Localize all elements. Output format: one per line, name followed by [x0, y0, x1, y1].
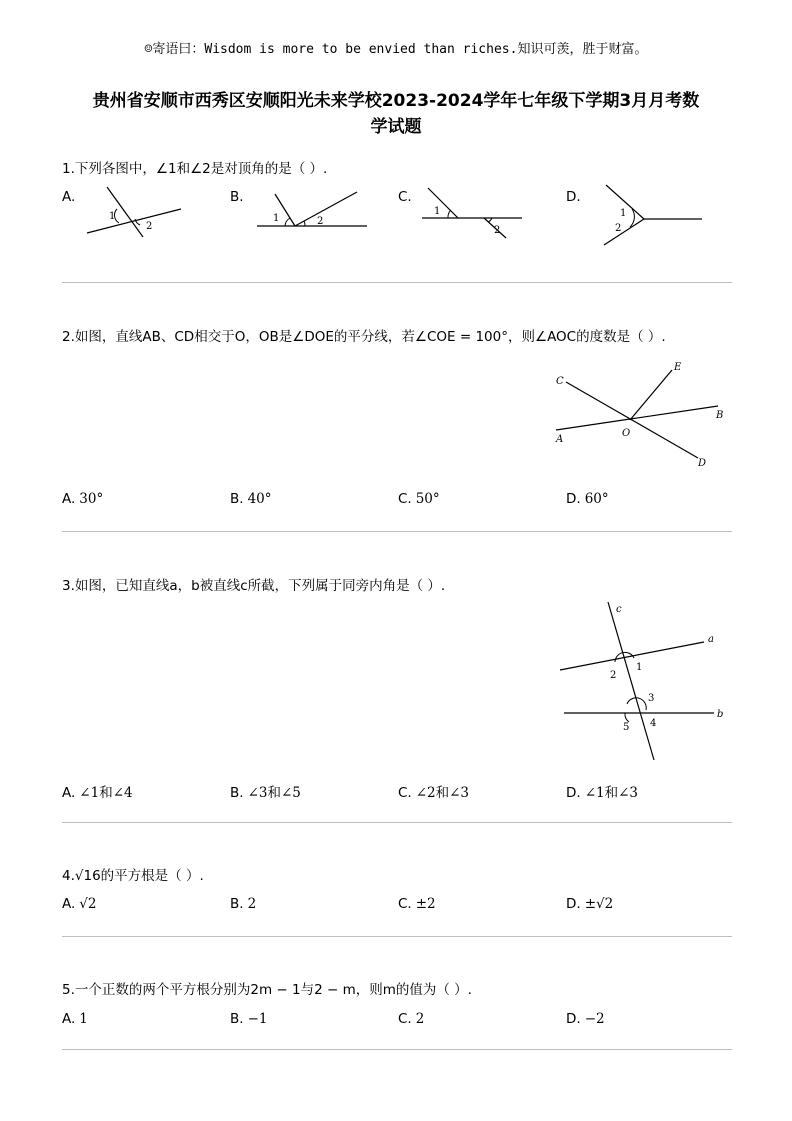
q5-option-b-value: −1 — [247, 1011, 268, 1027]
q1a-angle2: 2 — [146, 221, 153, 232]
q5-option-a-value: 1 — [79, 1011, 88, 1027]
divider — [62, 822, 732, 823]
q3-option-a-value: ∠1和∠4 — [79, 785, 133, 801]
q2-option-c[interactable] — [398, 491, 440, 507]
q1-figure-d — [586, 183, 704, 248]
question-3-stem: 3.如图，已知直线a，b被直线c所截，下列属于同旁内角是（ ）. — [62, 578, 446, 594]
q1-figure-b — [255, 188, 370, 233]
q4-option-b-label: B. — [230, 896, 244, 912]
q3-line-b: b — [717, 709, 724, 720]
question-1-stem: 1.下列各图中，∠1和∠2是对顶角的是（ ）. — [62, 161, 328, 177]
q4-option-a-value: √2 — [79, 896, 97, 912]
q3-line-a: a — [708, 634, 714, 645]
q4-option-d[interactable] — [566, 896, 613, 912]
q3-option-d[interactable] — [566, 781, 638, 801]
q3-option-d-label: D. — [566, 785, 581, 801]
q2-option-a-value: 30° — [79, 491, 104, 507]
q4-option-a-label: A. — [62, 896, 76, 912]
q1-figure-a — [85, 185, 185, 240]
q4-option-c[interactable] — [398, 896, 436, 912]
q5-option-a-label: A. — [62, 1011, 76, 1027]
q3-option-b-label: B. — [230, 785, 244, 801]
q1-option-b-label: B. — [230, 189, 244, 205]
q4-option-b-value: 2 — [247, 896, 257, 912]
q2-point-e: E — [674, 362, 682, 373]
q1b-angle1: 1 — [273, 213, 280, 224]
q2-option-a-label: A. — [62, 491, 76, 507]
q5-option-d[interactable] — [566, 1011, 605, 1027]
q3-angle-1: 1 — [636, 662, 643, 673]
divider — [62, 531, 732, 532]
q5-option-a[interactable] — [62, 1011, 88, 1027]
question-5-stem: 5.一个正数的两个平方根分别为2m − 1与2 − m，则m的值为（ ）. — [62, 982, 472, 998]
q1a-angle1: 1 — [109, 211, 116, 222]
q2-option-c-value: 50° — [415, 491, 440, 507]
q3-option-a[interactable] — [62, 781, 133, 801]
q2-option-d[interactable] — [566, 491, 609, 507]
q3-option-d-value: ∠1和∠3 — [584, 785, 638, 801]
q1-option-a[interactable] — [62, 189, 75, 205]
q1-option-a-label: A. — [62, 189, 76, 205]
question-4-stem: 4.√16的平方根是（ ）. — [62, 868, 204, 884]
q2-option-b-label: B. — [230, 491, 244, 507]
q1-option-c-label: C. — [398, 189, 412, 205]
q3-option-b-value: ∠3和∠5 — [247, 785, 301, 801]
q5-option-c-label: C. — [398, 1011, 412, 1027]
q4-option-c-value: ±2 — [415, 896, 436, 912]
motto: ☺寄语曰：Wisdom is more to be envied than riches.知识可羡，胜于财富。 — [144, 42, 648, 57]
q5-option-c-value: 2 — [415, 1011, 425, 1027]
question-2-stem: 2.如图，直线AB、CD相交于O，OB是∠DOE的平分线，若∠COE = 100°，则∠AOC的度数是（ ）. — [62, 329, 666, 345]
q2-option-a[interactable] — [62, 491, 103, 507]
q2-option-b-value: 40° — [247, 491, 272, 507]
q4-option-a[interactable] — [62, 896, 97, 912]
q3-option-c-value: ∠2和∠3 — [415, 785, 470, 801]
divider — [62, 936, 732, 937]
title-line-1: 贵州省安顺市西秀区安顺阳光未来学校2023-2024学年七年级下学期3月月考数 — [92, 91, 700, 111]
q5-option-d-value: −2 — [584, 1011, 605, 1027]
q4-option-d-label: D. — [566, 896, 581, 912]
q4-option-c-label: C. — [398, 896, 412, 912]
q4-option-b[interactable] — [230, 896, 256, 912]
q2-option-b[interactable] — [230, 491, 272, 507]
q1c-angle1: 1 — [434, 206, 441, 217]
q2-figure — [548, 356, 733, 474]
q3-angle-4: 4 — [650, 718, 657, 729]
q3-angle-5: 5 — [623, 722, 630, 733]
q1-figure-c — [420, 186, 525, 241]
page-title — [40, 88, 752, 140]
q3-angle-3: 3 — [648, 693, 655, 704]
q1-option-b[interactable] — [230, 189, 244, 205]
q5-option-b-label: B. — [230, 1011, 244, 1027]
divider — [62, 282, 732, 283]
q2-point-c: C — [556, 376, 564, 387]
q5-option-b[interactable] — [230, 1011, 267, 1027]
q2-point-b: B — [716, 410, 724, 421]
q3-option-c[interactable] — [398, 781, 469, 801]
q1-option-c[interactable] — [398, 189, 412, 205]
q5-option-d-label: D. — [566, 1011, 581, 1027]
q2-option-d-value: 60° — [584, 491, 609, 507]
q3-option-c-label: C. — [398, 785, 412, 801]
q1b-angle2: 2 — [317, 216, 324, 227]
q2-point-o: O — [622, 428, 631, 439]
q3-figure — [558, 600, 728, 765]
q1-option-d[interactable] — [566, 189, 581, 205]
q2-option-c-label: C. — [398, 491, 412, 507]
q1d-angle2: 2 — [615, 223, 622, 234]
q2-option-d-label: D. — [566, 491, 581, 507]
q3-angle-2: 2 — [610, 670, 617, 681]
q3-option-b[interactable] — [230, 781, 301, 801]
divider — [62, 1049, 732, 1050]
q2-point-a: A — [556, 434, 564, 445]
q2-point-d: D — [698, 458, 707, 469]
title-line-2: 学试题 — [370, 117, 422, 137]
q1d-angle1: 1 — [620, 208, 627, 219]
q3-option-a-label: A. — [62, 785, 76, 801]
q5-option-c[interactable] — [398, 1011, 424, 1027]
q1-option-d-label: D. — [566, 189, 581, 205]
q1c-angle2: 2 — [494, 225, 501, 236]
q3-line-c: c — [616, 604, 622, 615]
q4-option-d-value: ±√2 — [584, 896, 614, 912]
